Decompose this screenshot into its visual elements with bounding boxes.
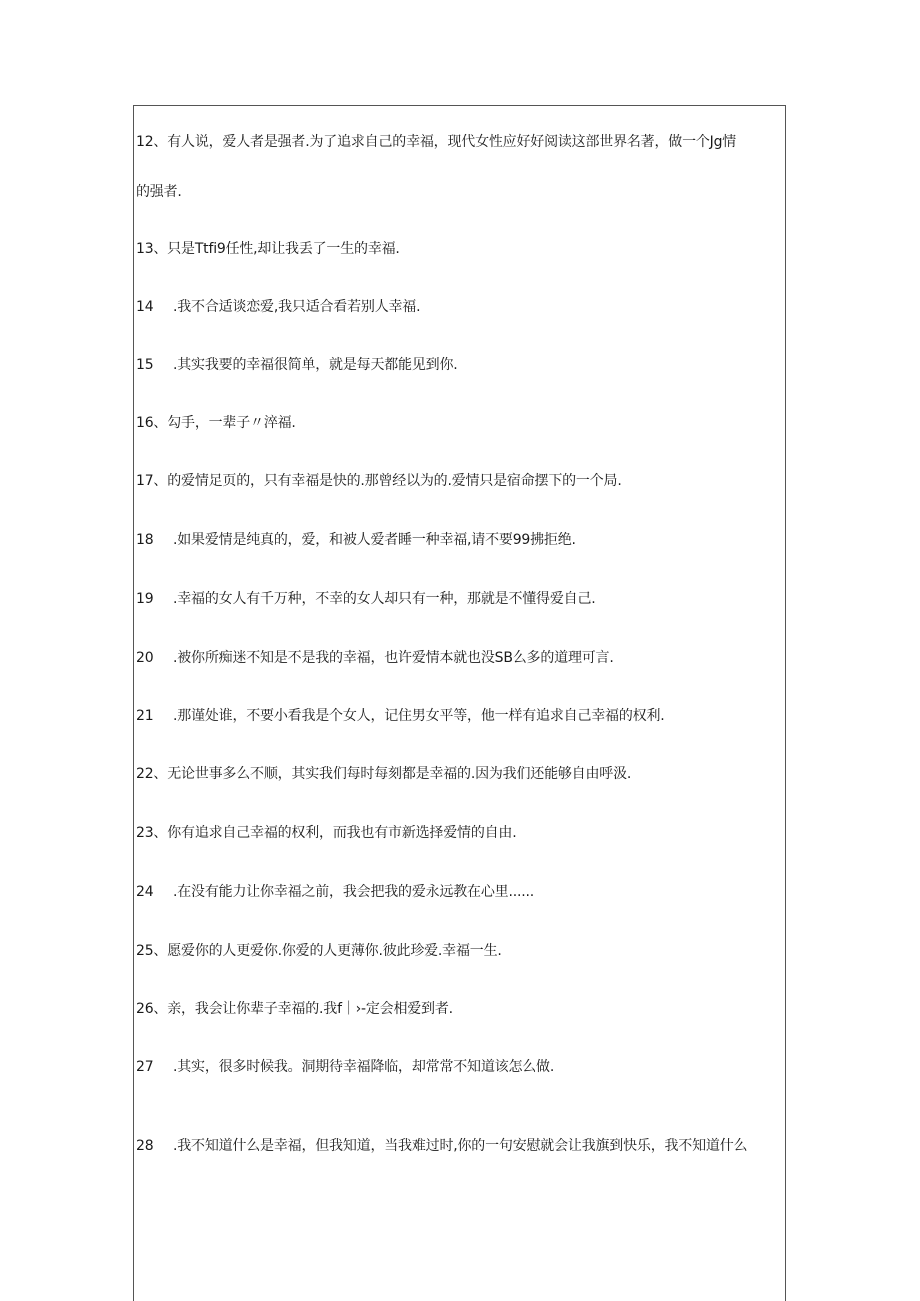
entry-text: 你有追求自己幸福的权利，而我也有市新选择爱情的自由. — [167, 825, 517, 841]
entry-15 — [136, 356, 458, 374]
entry-text: 亲，我会让你辈子幸福的.我f｜›-定会相爱到者. — [167, 1001, 453, 1017]
entry-21 — [136, 707, 665, 725]
entry-text: 只是Ttfi9任性,却让我丢了一生的幸福. — [167, 241, 400, 257]
entry-26 — [136, 1000, 453, 1018]
entry-number: 14 — [136, 299, 154, 315]
entry-number: 24 — [136, 884, 154, 900]
entry-14 — [136, 298, 420, 316]
entry-28 — [136, 1137, 747, 1155]
entry-27 — [136, 1058, 554, 1076]
entry-text: .其实，很多时候我。洞期待幸福降临，却常常不知道该怎么做. — [173, 1059, 555, 1075]
entry-number: 27 — [136, 1059, 154, 1075]
entry-text: .幸福的女人有千万种，不幸的女人却只有一种，那就是不懂得爱自己. — [173, 591, 596, 607]
entry-number: 15 — [136, 357, 154, 373]
entry-number: 13、 — [136, 241, 168, 257]
entry-number: 22、 — [136, 766, 168, 782]
entry-13 — [136, 240, 400, 258]
entry-12-continued — [136, 183, 182, 201]
entry-22 — [136, 765, 631, 783]
entry-23 — [136, 824, 516, 842]
entry-number: 23、 — [136, 825, 168, 841]
entry-16 — [136, 414, 296, 432]
entry-text: 愿爱你的人更爱你.你爱的人更薄你.彼此珍爱.幸福一生. — [167, 943, 502, 959]
entry-number: 26、 — [136, 1001, 168, 1017]
entry-text: 的爱情足页的，只有幸福是快的.那曾经以为的.爱情只是宿命摆下的一个局. — [167, 473, 622, 489]
entry-24 — [136, 883, 534, 901]
entry-text: 无论世事多么不顺，其实我们每时每刻都是幸福的.因为我们还能够自由呼汲. — [167, 766, 632, 782]
entry-number: 25、 — [136, 943, 168, 959]
entry-number: 16、 — [136, 415, 168, 431]
entry-number: 21 — [136, 708, 154, 724]
entry-number: 19 — [136, 591, 154, 607]
entry-19 — [136, 590, 596, 608]
entry-20 — [136, 649, 614, 667]
entry-number: 28 — [136, 1138, 154, 1154]
entry-text: .我不合适谈恋爱,我只适合看若别人幸福. — [173, 299, 421, 315]
entry-number: 18 — [136, 532, 154, 548]
entry-number: 17、 — [136, 473, 168, 489]
entry-text: .被你所痴迷不知是不是我的幸福，也许爱情本就也没SB么多的道理可言. — [173, 650, 614, 666]
entry-text: .如果爱情是纯真的，爱，和被人爱者睡一种幸福,请不要99拂拒绝. — [173, 532, 576, 548]
entry-text: .在没有能力让你幸福之前，我会把我的爱永远教在心里...... — [173, 884, 534, 900]
entry-12 — [136, 133, 736, 151]
entry-25 — [136, 942, 502, 960]
entry-number: 12、 — [136, 134, 168, 150]
entry-text: .那谨处谁，不要小看我是个女人，记住男女平等，他一样有追求自己幸福的权利. — [173, 708, 665, 724]
entry-number: 20 — [136, 650, 154, 666]
entry-text: 有人说，爱人者是强者.为了追求自己的幸福，现代女性应好好阅读这部世界名著，做一个Jg情 — [167, 134, 737, 150]
entry-18 — [136, 531, 576, 549]
entry-17 — [136, 472, 622, 490]
page-frame — [133, 105, 786, 1301]
entry-text: .我不知道什么是幸福，但我知道，当我难过时,你的一句安慰就会让我旗到快乐，我不知道什么 — [173, 1138, 748, 1154]
entry-text: .其实我要的幸福很简单，就是每天都能见到你. — [173, 357, 458, 373]
entry-text: 的强者. — [136, 184, 182, 200]
entry-text: 勾手，一辈子〃淬福. — [167, 415, 296, 431]
